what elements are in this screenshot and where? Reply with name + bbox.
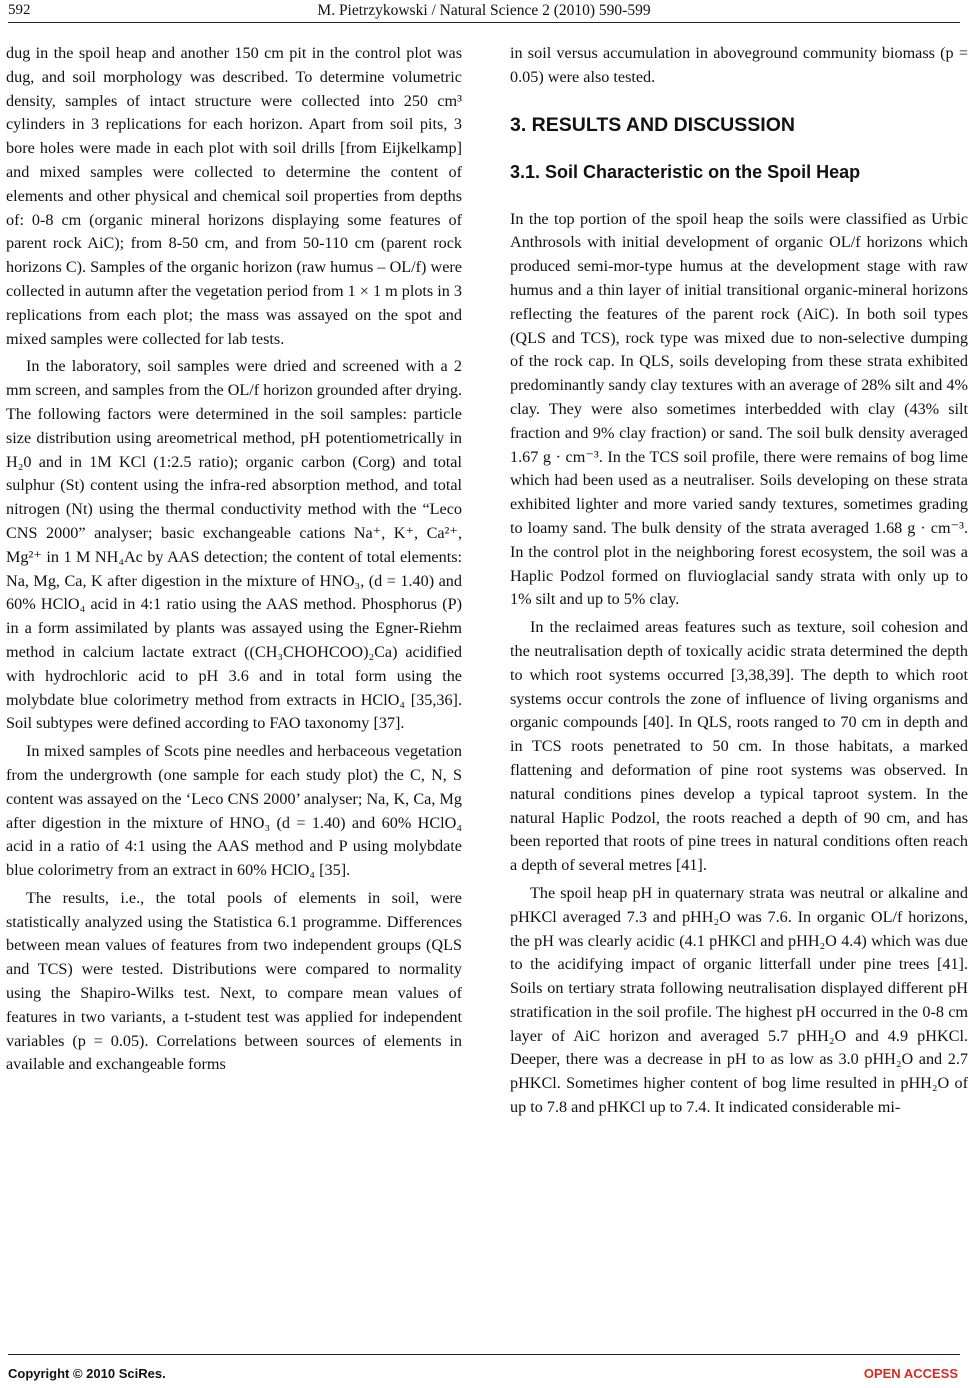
right-column — [510, 42, 968, 1120]
left-column — [6, 42, 462, 1077]
body-paragraph: In the top portion of the spoil heap the soils were classified as Urbic Anthrosols with initial development of organic OL/f horizons which produced semi-mor-type humus at the development stage with raw humus and a thin layer of initial transitional organic-mineral horizons reflecting the features of the parent rock (AiC). In both soil types (QLS and TCS), rock type was mixed due to non-selective dumping of the rock cap. In QLS, soils developing from these strata exhibited predominantly sandy clay textures with an average of 28% silt and 4% clay. They were also sometimes interbedded with clay (43% silt fraction and 9% clay fraction) or sand. The soil bulk density averaged 1.67 g · cm⁻³. In the TCS soil profile, there were remains of bog lime which had been used as a neutraliser. Soils developing on these strata exhibited lighter and more varied sandy textures, sometimes grading to loamy sand. The bulk density of the strata averaged 1.68 g · cm⁻³. In the control plot in the neighboring forest ecosystem, the soil was a Haplic Podzol formed on fluvioglacial sandy strata with only up to 1% silt and up to 5% clay. — [510, 209, 968, 609]
running-title: M. Pietrzykowski / Natural Science 2 (2010) 590-599 — [317, 2, 651, 19]
header-rule — [8, 22, 960, 23]
page-number: 592 — [8, 2, 31, 18]
open-access-label: OPEN ACCESS — [863, 1366, 958, 1381]
body-paragraph: in soil versus accumulation in aboveground community biomass (p = 0.05) were also tested. — [510, 44, 968, 86]
subsection-heading: 3.1. Soil Characteristic on the Spoil Heap — [510, 161, 861, 182]
copyright-notice: Copyright © 2010 SciRes. — [8, 1366, 166, 1381]
body-paragraph: The spoil heap pH in quaternary strata was neutral or alkaline and pHKCl averaged 7.3 and pHH₂O was 7.6. In organic OL/f horizons, the pH was clearly acidic (4.1 pHKCl and pHH₂O 4.4) which was due to the acidifying impact of organic litterfall under pine trees [41]. Soils on tertiary strata following neutralisation displayed different pH stratification in the soil profile. The highest pH occurred in the 0-8 cm layer of AiC horizon and averaged 5.7 pHH₂O and 4.9 pHKCl. Deeper, there was a decrease in pH to as low as 3.0 pHH₂O and 2.7 pHKCl. Sometimes higher content of bog lime resulted in pHH₂O of up to 7.8 and pHKCl up to 7.4. It indicated considerable mi- — [510, 883, 968, 1117]
section-heading: 3. RESULTS AND DISCUSSION — [510, 113, 795, 136]
body-paragraph: In the laboratory, soil samples were dried and screened with a 2 mm screen, and samples from the OL/f horizon grounded after drying. The following factors were determined in the soil samples: particle size distribution using areometrical method, pH potentiometrically in H₂0 and in 1M KCl (1:2.5 ratio); organic carbon (Corg) and total sulphur (St) content using the infra-red absorption method, and total nitrogen (Nt) using the thermal conductivity method with the “Leco CNS 2000” analyser; basic exchangeable cations Na⁺, K⁺, Ca²⁺, Mg²⁺ in 1 M NH₄Ac by AAS detection; the content of total elements: Na, Mg, Ca, K after digestion in the mixture of HNO₃, (d = 1.40) and 60% HClO₄ acid in 4:1 ratio using the AAS method. Phosphorus (P) in a form assimilated by plants was assayed using the Egner-Riehm method in calcium lactate extract ((CH₃CHOHCOO)₂Ca) acidified with hydrochloric acid to pH 3.6 and in total form using the molybdate blue colorimetry method from extracts in HClO₄ [35,36]. Soil subtypes were defined according to FAO taxonomy [37]. — [6, 357, 462, 733]
body-paragraph: In mixed samples of Scots pine needles and herbaceous vegetation from the undergrowth (one sample for each study plot) the C, N, S content was assayed on the ‘Leco CNS 2000’ analyser; Na, K, Ca, Mg after digestion in the mixture of HNO₃ (d = 1.40) and 60% HClO₄ acid in a ratio of 4:1 using the AAS method and P using molybdate blue colorimetry from an extract in 60% HClO₄ [35]. — [6, 742, 462, 880]
body-paragraph: dug in the spoil heap and another 150 cm pit in the control plot was dug, and soil morphology was described. To determine volumetric density, samples of intact structure were collected into 250 cm³ cylinders in 3 replications for each horizon. Apart from soil pits, 3 bore holes were made in each plot with soil drills [from Eijkelkamp] and mixed samples were collected to determine the content of elements and other physical and chemical soil properties from depths of: 0-8 cm (organic mineral horizons displaying some features of parent rock AiC); from 8-50 cm, and from 50-110 cm (parent rock horizons C). Samples of the organic horizon (raw humus – OL/f) were collected in autumn after the vegetation period from 1 × 1 m plots in 3 replications from each plot; the mass was assayed on the spot and mixed samples were collected for lab tests. — [6, 44, 462, 348]
body-paragraph: The results, i.e., the total pools of elements in soil, were statistically analyzed using the Statistica 6.1 programme. Differences between mean values of features from two independent groups (QLS and TCS) were tested. Distributions were compared to normality using the Shapiro-Wilks test. Next, to compare mean values of features in two variants, a t-student test was applied for independent variables (p = 0.05). Correlations between sources of elements in available and exchangeable forms — [6, 888, 462, 1074]
body-paragraph: In the reclaimed areas features such as texture, soil cohesion and the neutralisation depth of toxically acidic strata determined the depth to which root systems occurred [3,38,39]. The depth to which root systems occur controls the zone of influence of living organisms and organic compounds [40]. In QLS, roots ranged to 70 cm in depth and in TCS roots penetrated to 50 cm. In those habitats, a marked flattening and deformation of pine root systems was observed. In natural conditions pines develop a typical taproot system. In the natural Haplic Podzol, the roots reached a depth of 90 cm, and has been reported that roots of pine trees in natural conditions often reach a depth of several metres [41]. — [510, 618, 968, 875]
footer-rule — [8, 1354, 960, 1355]
